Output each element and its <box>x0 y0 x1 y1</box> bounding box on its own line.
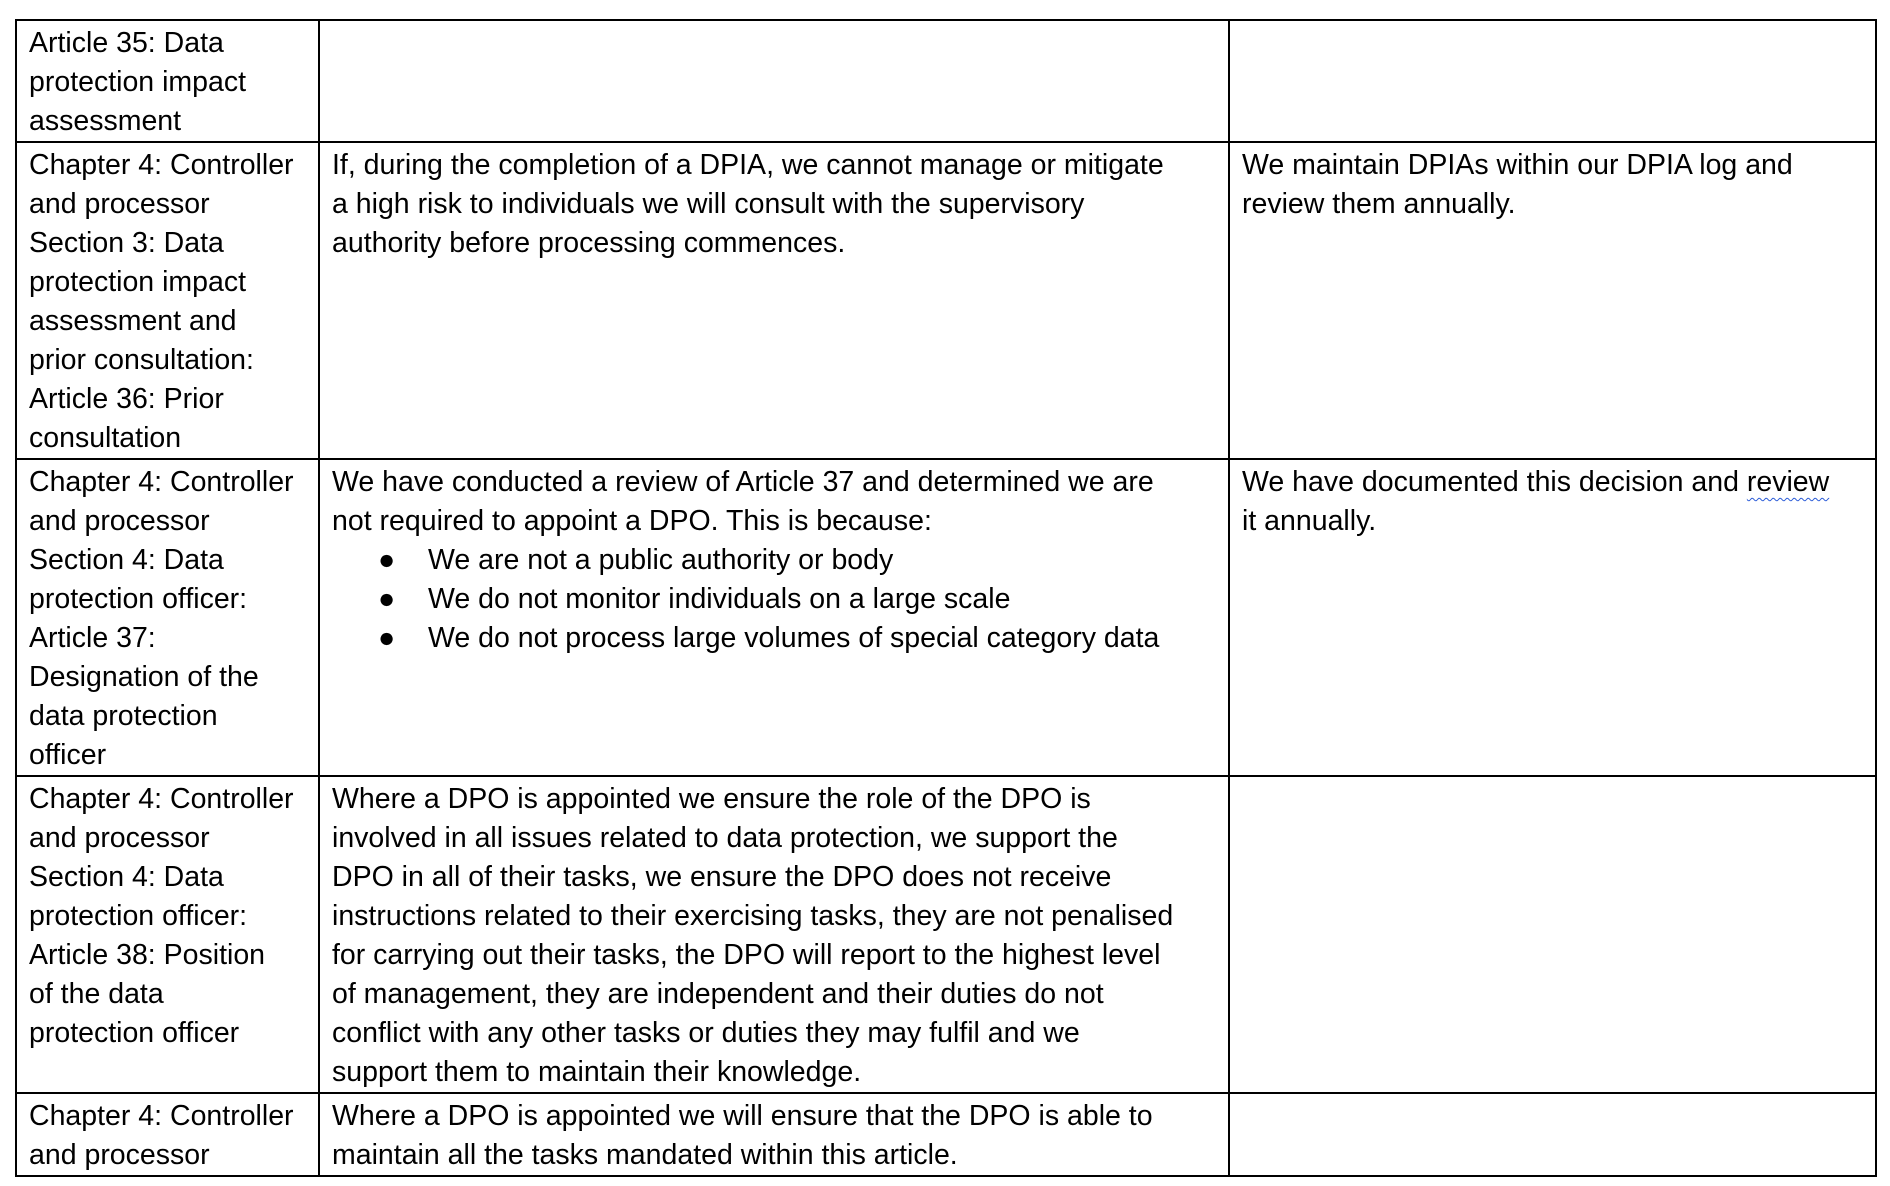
spellcheck-flagged-word[interactable]: review <box>1746 466 1830 498</box>
measure-cell: If, during the completion of a DPIA, we cannot manage or mitigate a high risk to individuals we will consult with the supervisory authority before processing commences. <box>319 142 1229 459</box>
bullet-list <box>332 541 1216 658</box>
reference-cell: Article 35: Data protection impact assessment <box>16 20 319 142</box>
table-row <box>16 142 1876 459</box>
measure-cell: Where a DPO is appointed we will ensure that the DPO is able to maintain all the tasks mandated within this article. <box>319 1093 1229 1176</box>
bullet-icon: ● <box>378 583 396 615</box>
reference-cell: Chapter 4: Controller and processor Section 4: Data protection officer: Article 37: Designation of the data protection officer <box>16 459 319 776</box>
reference-cell: Chapter 4: Controller and processor Section 3: Data protection impact assessment and prior consultation: Article 36: Prior consultation <box>16 142 319 459</box>
notes-cell <box>1229 776 1876 1093</box>
reference-cell: Chapter 4: Controller and processor Section 4: Data protection officer: Article 38: Position of the data protection officer <box>16 776 319 1093</box>
notes-cell: We have documented this decision and review it annually. <box>1229 459 1876 776</box>
measure-cell <box>319 20 1229 142</box>
notes-cell <box>1229 20 1876 142</box>
table-row <box>16 776 1876 1093</box>
reference-cell: Chapter 4: Controller and processor <box>16 1093 319 1176</box>
list-item: ● We do not process large volumes of special category data <box>332 619 1216 658</box>
bullet-icon: ● <box>378 544 396 576</box>
measure-cell: We have conducted a review of Article 37 and determined we are not required to appoint a DPO. This is because: ● We are not a public authority or body ● We do not monitor individuals on a large scale ● We do not process large volumes of special category data <box>319 459 1229 776</box>
measure-cell: Where a DPO is appointed we ensure the role of the DPO is involved in all issues related to data protection, we support the DPO in all of their tasks, we ensure the DPO does not receive instructions related to their exercising tasks, they are not penalised for carrying out their tasks, the DPO will report to the highest level of management, they are independent and their duties do not conflict with any other tasks or duties they may fulfil and we support them to maintain their knowledge. <box>319 776 1229 1093</box>
list-item: ● We are not a public authority or body <box>332 541 1216 580</box>
table-row <box>16 1093 1876 1176</box>
compliance-table <box>15 19 1877 1177</box>
notes-cell <box>1229 1093 1876 1176</box>
list-item: ● We do not monitor individuals on a large scale <box>332 580 1216 619</box>
table-row <box>16 459 1876 776</box>
bullet-icon: ● <box>378 622 396 654</box>
table-row <box>16 20 1876 142</box>
notes-cell: We maintain DPIAs within our DPIA log and review them annually. <box>1229 142 1876 459</box>
